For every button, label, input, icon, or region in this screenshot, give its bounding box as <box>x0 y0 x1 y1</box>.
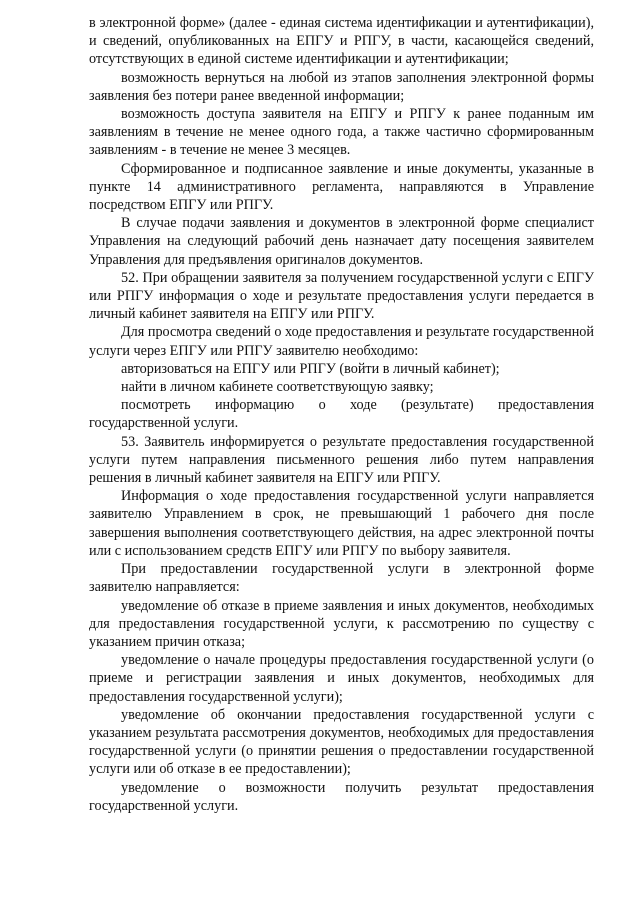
paragraph-item-52: 52. При обращении заявителя за получением государственной услуги с ЕПГУ или РПГУ информация о ходе и результате предоставления услуги передается в личный кабинет заявителя на ЕПГУ или РПГУ. <box>89 269 594 323</box>
list-item: посмотреть информацию о ходе (результате) предоставления государственной услуги. <box>89 397 594 432</box>
paragraph: В случае подачи заявления и документов в электронной форме специалист Управления на следующий рабочий день назначает дату посещения заявителем Управления для предъявления оригиналов документов. <box>89 215 594 268</box>
list-item: уведомление о начале процедуры предоставления государственной услуги (о приеме и регистрации заявления и иных документов, необходимых для предоставления государственной услуги); <box>89 652 594 705</box>
paragraph: При предоставлении государственной услуги в электронной форме заявителю направляется: <box>89 561 594 596</box>
list-item: авторизоваться на ЕПГУ или РПГУ (войти в личный кабинет); <box>121 360 500 377</box>
paragraph: возможность доступа заявителя на ЕПГУ и РПГУ к ранее поданным им заявлениям в течение не менее одного года, а также частично сформированным заявлениям - в течение не менее 3 месяцев. <box>89 106 594 159</box>
list-item: уведомление об окончании предоставления государственной услуги с указанием результата рассмотрения документов, необходимых для предоставления государственной услуги (о принятии решения о предоставлении государственной услуги или об отказе в ее предоставлении); <box>89 706 594 778</box>
paragraph-item-53: 53. Заявитель информируется о результате предоставления государственной услуги путем направления письменного решения либо путем направления решения в личный кабинет заявителя на ЕПГУ или РПГУ. <box>89 433 594 487</box>
list-item: уведомление об отказе в приеме заявления и иных документов, необходимых для предоставления государственной услуги, к рассмотрению по существу с указанием причин отказа; <box>89 597 594 650</box>
list-item: найти в личном кабинете соответствующую заявку; <box>121 379 434 396</box>
paragraph: Информация о ходе предоставления государственной услуги направляется заявителю Управлением в срок, не превышающий 1 рабочего дня после завершения выполнения соответствующего действия, на адрес электронной почты или с использованием средств ЕПГУ или РПГУ по выбору заявителя. <box>89 488 594 559</box>
list-item: уведомление о возможности получить результат предоставления государственной услуги. <box>89 779 594 814</box>
paragraph-continuation: в электронной форме» (далее - единая система идентификации и аутентификации), и сведений, опубликованных на ЕПГУ и РПГУ, в части, касающейся сведений, отсутствующих в единой системе идентификации и аутентификации; <box>89 15 594 68</box>
document-page <box>89 14 594 815</box>
paragraph: возможность вернуться на любой из этапов заполнения электронной формы заявления без потери ранее введенной информации; <box>89 69 594 104</box>
paragraph: Для просмотра сведений о ходе предоставления и результате государственной услуги через ЕПГУ или РПГУ заявителю необходимо: <box>89 324 594 359</box>
paragraph: Сформированное и подписанное заявление и иные документы, указанные в пункте 14 административного регламента, направляются в Управление посредством ЕПГУ или РПГУ. <box>89 160 594 214</box>
